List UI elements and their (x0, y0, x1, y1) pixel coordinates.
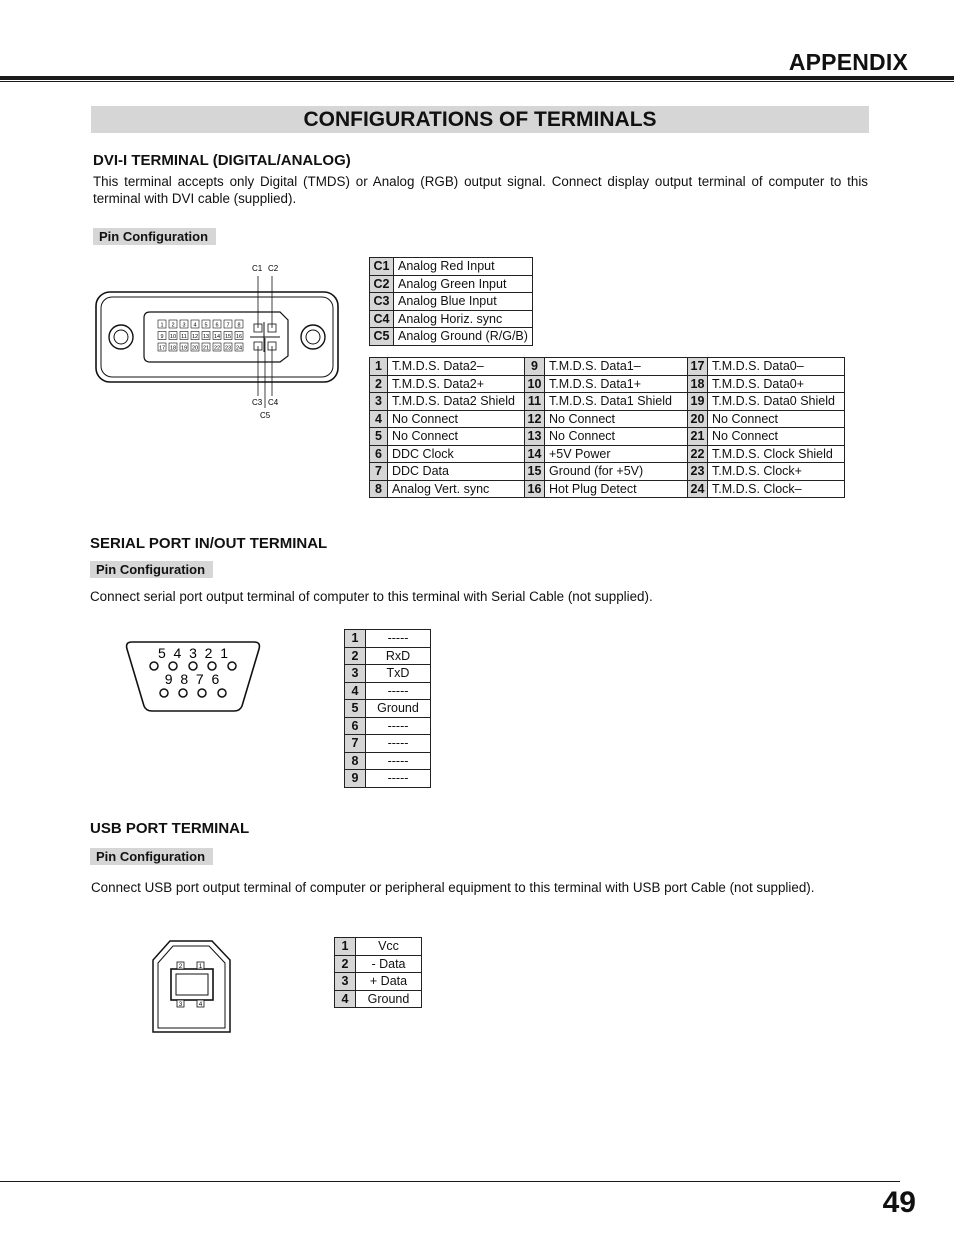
table-row (335, 990, 422, 1008)
table-row (335, 955, 422, 973)
pin-signal: No Connect (708, 410, 845, 428)
table-row (345, 630, 431, 648)
serial-pin-table (344, 629, 431, 788)
pin-signal: No Connect (708, 428, 845, 446)
table-row (370, 375, 845, 393)
pin-number: C2 (370, 275, 394, 293)
table-row (335, 938, 422, 956)
serial-heading: SERIAL PORT IN/OUT TERMINAL (90, 535, 328, 552)
usb-pin-3-label: 3 (178, 1002, 183, 1008)
pin-signal: ----- (366, 770, 431, 788)
pin-signal: T.M.D.S. Clock Shield (708, 445, 845, 463)
table-row (370, 393, 845, 411)
pin-signal: No Connect (388, 428, 525, 446)
pin-signal: Analog Horiz. sync (394, 310, 533, 328)
table-row (370, 275, 533, 293)
pin-number: 3 (370, 393, 388, 411)
pin-signal: DDC Data (388, 463, 525, 481)
table-row (370, 310, 533, 328)
pin-number: 1 (370, 358, 388, 376)
pin-signal: ----- (366, 630, 431, 648)
pin-signal: T.M.D.S. Data0– (708, 358, 845, 376)
pin-signal: T.M.D.S. Data1– (545, 358, 688, 376)
pin-signal: Analog Red Input (394, 258, 533, 276)
pin-signal: +5V Power (545, 445, 688, 463)
pin-number: 3 (345, 665, 366, 683)
pin-signal: Ground (356, 990, 422, 1008)
table-row (345, 735, 431, 753)
dvi-pin-number: 18 (169, 345, 177, 352)
pin-number: 11 (525, 393, 545, 411)
pin-number: C4 (370, 310, 394, 328)
dvi-pin-number: 5 (204, 322, 208, 329)
pin-number: 4 (345, 682, 366, 700)
dvi-pin-number: 7 (226, 322, 230, 329)
pin-signal: DDC Clock (388, 445, 525, 463)
footer-rule (0, 1181, 900, 1182)
dvi-pin-number: 19 (180, 345, 188, 352)
pin-number: 8 (345, 752, 366, 770)
pin-signal: T.M.D.S. Data0+ (708, 375, 845, 393)
dvi-pin-number: 10 (169, 333, 177, 340)
pin-signal: + Data (356, 973, 422, 991)
table-row (370, 328, 533, 346)
table-row (345, 717, 431, 735)
usb-b-connector-diagram (150, 938, 234, 1036)
pin-number: 22 (688, 445, 708, 463)
usb-pin-config-label: Pin Configuration (90, 848, 213, 865)
pin-signal: RxD (366, 647, 431, 665)
pin-signal: T.M.D.S. Data1 Shield (545, 393, 688, 411)
dvi-pin-number: 21 (202, 345, 210, 352)
dvi-pin-number: 15 (224, 333, 232, 340)
table-row (345, 647, 431, 665)
table-row (335, 973, 422, 991)
label-c2: C2 (268, 264, 279, 273)
pin-signal: TxD (366, 665, 431, 683)
db9-top-numbers: 5 4 3 2 1 (157, 645, 229, 661)
pin-number: 1 (335, 938, 356, 956)
dvi-connector-diagram (92, 258, 352, 428)
dvi-pin-number: 4 (193, 322, 197, 329)
label-c3: C3 (252, 398, 263, 407)
label-c4: C4 (268, 398, 279, 407)
label-c1: C1 (252, 264, 263, 273)
pin-number: C3 (370, 293, 394, 311)
pin-signal: T.M.D.S. Data0 Shield (708, 393, 845, 411)
pin-number: 24 (688, 480, 708, 498)
pin-signal: Analog Blue Input (394, 293, 533, 311)
pin-number: 16 (525, 480, 545, 498)
pin-number: 15 (525, 463, 545, 481)
dvi-pin-number: 13 (202, 333, 210, 340)
table-row (370, 410, 845, 428)
dvi-pin-number: 1 (160, 322, 164, 329)
pin-signal: ----- (366, 682, 431, 700)
pin-number: C1 (370, 258, 394, 276)
table-row (370, 480, 845, 498)
pin-signal: Ground (366, 700, 431, 718)
pin-signal: Analog Vert. sync (388, 480, 525, 498)
pin-signal: Hot Plug Detect (545, 480, 688, 498)
pin-number: 5 (345, 700, 366, 718)
dvi-heading: DVI-I TERMINAL (DIGITAL/ANALOG) (93, 152, 351, 169)
pin-number: 23 (688, 463, 708, 481)
pin-number: 9 (345, 770, 366, 788)
dvi-pin-number: 20 (191, 345, 199, 352)
pin-number: 9 (525, 358, 545, 376)
dvi-pin-number: 17 (158, 345, 166, 352)
pin-number: 5 (370, 428, 388, 446)
pin-signal: T.M.D.S. Data2– (388, 358, 525, 376)
pin-number: 19 (688, 393, 708, 411)
pin-signal: T.M.D.S. Data2 Shield (388, 393, 525, 411)
pin-signal: T.M.D.S. Clock– (708, 480, 845, 498)
table-row (345, 770, 431, 788)
pin-signal: Ground (for +5V) (545, 463, 688, 481)
pin-number: 7 (370, 463, 388, 481)
serial-db9-diagram (124, 636, 264, 716)
table-row (370, 293, 533, 311)
pin-number: 18 (688, 375, 708, 393)
table-row (345, 665, 431, 683)
dvi-pin-number: 8 (237, 322, 241, 329)
dvi-pin-number: 12 (191, 333, 199, 340)
dvi-pin-config-label: Pin Configuration (93, 228, 216, 245)
page-number: 49 (882, 1186, 916, 1219)
dvi-pin-number: 14 (213, 333, 221, 340)
table-row (370, 463, 845, 481)
pin-signal: - Data (356, 955, 422, 973)
dvi-pin-number: 11 (181, 333, 187, 340)
usb-pin-4-label: 4 (198, 1002, 203, 1008)
dvi-digital-pin-table (369, 357, 845, 498)
dvi-pin-number: 22 (213, 345, 221, 352)
pin-number: 3 (335, 973, 356, 991)
pin-number: 2 (345, 647, 366, 665)
pin-number: 2 (335, 955, 356, 973)
usb-pin-2-label: 2 (178, 964, 183, 970)
pin-number: 2 (370, 375, 388, 393)
pin-signal: No Connect (545, 410, 688, 428)
table-row (345, 682, 431, 700)
header-rule-thin (0, 81, 954, 82)
usb-description: Connect USB port output terminal of computer or peripheral equipment to this terminal with USB port Cable (not supplied). (91, 880, 815, 895)
pin-signal: ----- (366, 735, 431, 753)
table-row (370, 358, 845, 376)
pin-signal: ----- (366, 752, 431, 770)
table-row (345, 752, 431, 770)
pin-number: 13 (525, 428, 545, 446)
pin-signal: Vcc (356, 938, 422, 956)
serial-pin-config-label: Pin Configuration (90, 561, 213, 578)
pin-number: 4 (370, 410, 388, 428)
pin-signal: T.M.D.S. Data2+ (388, 375, 525, 393)
pin-signal: T.M.D.S. Data1+ (545, 375, 688, 393)
table-row (370, 428, 845, 446)
pin-signal: No Connect (388, 410, 525, 428)
pin-number: 6 (345, 717, 366, 735)
dvi-pin-number: 23 (224, 345, 232, 352)
table-row (370, 445, 845, 463)
db9-bottom-numbers: 9 8 7 6 (164, 671, 220, 687)
pin-signal: Analog Green Input (394, 275, 533, 293)
table-row (345, 700, 431, 718)
usb-heading: USB PORT TERMINAL (90, 820, 250, 837)
pin-signal: No Connect (545, 428, 688, 446)
pin-number: 12 (525, 410, 545, 428)
pin-number: 8 (370, 480, 388, 498)
page-title: CONFIGURATIONS OF TERMINALS (91, 106, 869, 133)
pin-number: 1 (345, 630, 366, 648)
pin-number: 14 (525, 445, 545, 463)
dvi-description: This terminal accepts only Digital (TMDS) or Analog (RGB) output signal. Connect display output terminal of computer to this terminal with DVI cable (supplied). (93, 174, 868, 206)
section-title: APPENDIX (788, 49, 908, 75)
dvi-pin-grid (158, 320, 243, 351)
pin-number: 4 (335, 990, 356, 1008)
dvi-analog-pin-table (369, 257, 533, 346)
dvi-pin-number: 2 (171, 322, 175, 329)
usb-pin-table (334, 937, 422, 1008)
pin-number: C5 (370, 328, 394, 346)
pin-number: 10 (525, 375, 545, 393)
dvi-pin-number: 6 (215, 322, 219, 329)
serial-description: Connect serial port output terminal of computer to this terminal with Serial Cable (not supplied). (90, 589, 653, 604)
pin-signal: T.M.D.S. Clock+ (708, 463, 845, 481)
pin-number: 17 (688, 358, 708, 376)
dvi-pin-number: 16 (235, 333, 243, 340)
dvi-pin-number: 24 (235, 345, 243, 352)
header-rule (0, 76, 954, 80)
dvi-pin-number: 9 (160, 333, 164, 340)
pin-signal: Analog Ground (R/G/B) (394, 328, 533, 346)
pin-number: 6 (370, 445, 388, 463)
dvi-pin-number: 3 (182, 322, 186, 329)
pin-number: 20 (688, 410, 708, 428)
usb-pin-1-label: 1 (198, 964, 203, 970)
pin-signal: ----- (366, 717, 431, 735)
pin-number: 21 (688, 428, 708, 446)
label-c5: C5 (260, 411, 271, 420)
pin-number: 7 (345, 735, 366, 753)
table-row (370, 258, 533, 276)
